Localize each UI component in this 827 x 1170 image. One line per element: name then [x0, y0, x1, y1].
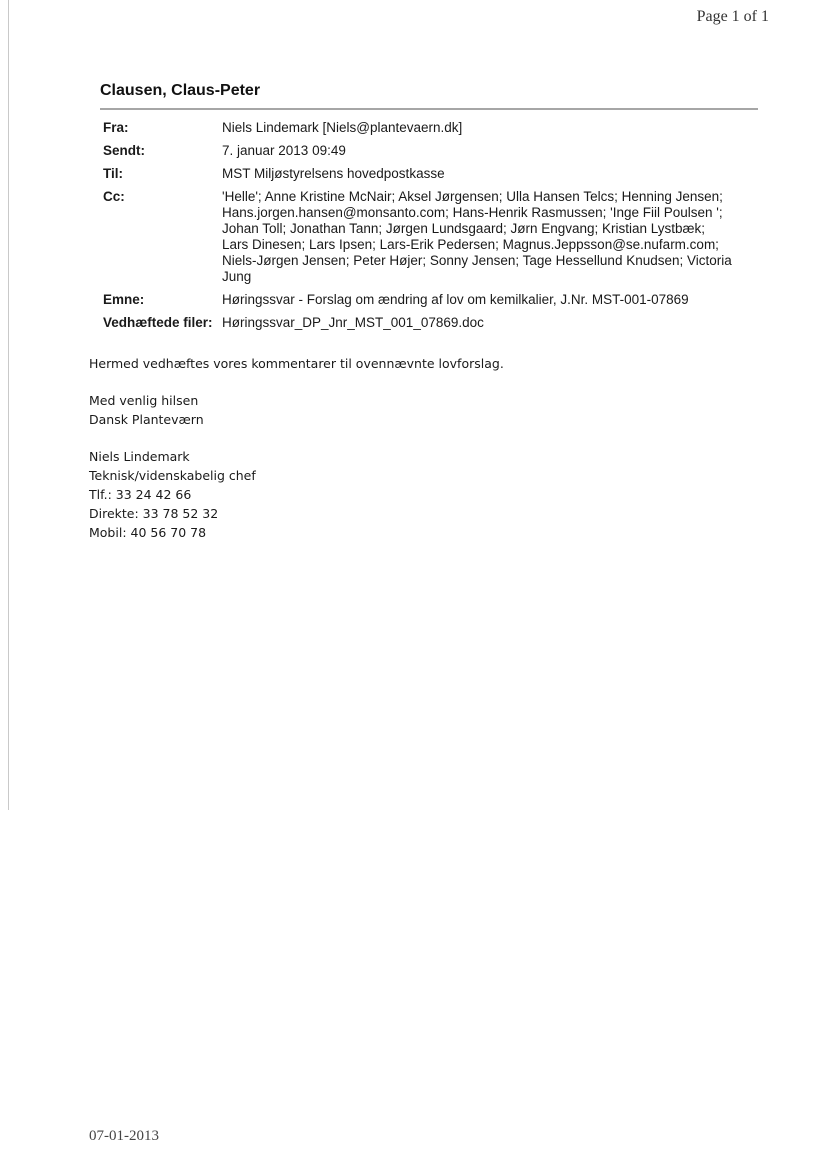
email-body	[89, 354, 749, 542]
to-label: Til:	[103, 166, 123, 181]
cc-label: Cc:	[103, 189, 125, 204]
signature-title: Teknisk/videnskabelig chef	[89, 468, 256, 483]
header-divider	[100, 108, 758, 110]
signature-name: Niels Lindemark	[89, 449, 190, 464]
sent-value: 7. januar 2013 09:49	[222, 143, 346, 158]
signature-phone: Tlf.: 33 24 42 66	[89, 487, 192, 502]
mailbox-owner-name: Clausen, Claus-Peter	[100, 82, 261, 99]
cc-line: Hans.jorgen.hansen@monsanto.com; Hans-Henrik Rasmussen; 'Inge Fiil Poulsen ';	[222, 205, 723, 220]
header-row-sent	[103, 143, 758, 159]
attachment-filename: Høringssvar_DP_Jnr_MST_001_07869.doc	[222, 315, 484, 330]
header-row-subject	[103, 292, 758, 308]
header-row-from	[103, 120, 758, 136]
sent-label: Sendt:	[103, 143, 145, 158]
footer-date: 07-01-2013	[89, 1128, 159, 1144]
header-row-to	[103, 166, 758, 182]
from-value: Niels Lindemark [Niels@plantevaern.dk]	[222, 120, 463, 135]
subject-label: Emne:	[103, 292, 145, 307]
closing-line: Med venlig hilsen	[89, 393, 199, 408]
page-number: Page 1 of 1	[696, 8, 769, 25]
scan-edge-line	[8, 0, 9, 810]
cc-line: Niels-Jørgen Jensen; Peter Højer; Sonny Jensen; Tage Hessellund Knudsen; Victoria	[222, 253, 732, 268]
header-row-cc	[103, 189, 758, 285]
attachments-label: Vedhæftede filer:	[103, 315, 213, 330]
cc-line: Lars Dinesen; Lars Ipsen; Lars-Erik Pedersen; Magnus.Jeppsson@se.nufarm.com;	[222, 237, 719, 252]
cc-line: Jung	[222, 269, 252, 284]
from-label: Fra:	[103, 120, 129, 135]
header-row-attachments	[103, 315, 758, 331]
signature-direct-phone: Direkte: 33 78 52 32	[89, 506, 219, 521]
body-intro: Hermed vedhæftes vores kommentarer til ovennævnte lovforslag.	[89, 356, 504, 371]
cc-line: 'Helle'; Anne Kristine McNair; Aksel Jørgensen; Ulla Hansen Telcs; Henning Jensen;	[222, 189, 723, 204]
cc-line: Johan Toll; Jonathan Tann; Jørgen Lundsgaard; Jørn Engvang; Kristian Lystbæk;	[222, 221, 706, 236]
email-headers	[103, 120, 758, 331]
signature-mobile: Mobil: 40 56 70 78	[89, 525, 207, 540]
subject-value: Høringssvar - Forslag om ændring af lov om kemilkalier, J.Nr. MST-001-07869	[222, 292, 689, 307]
closing-line: Dansk Planteværn	[89, 412, 204, 427]
to-value: MST Miljøstyrelsens hovedpostkasse	[222, 166, 445, 181]
cc-value	[222, 189, 758, 285]
